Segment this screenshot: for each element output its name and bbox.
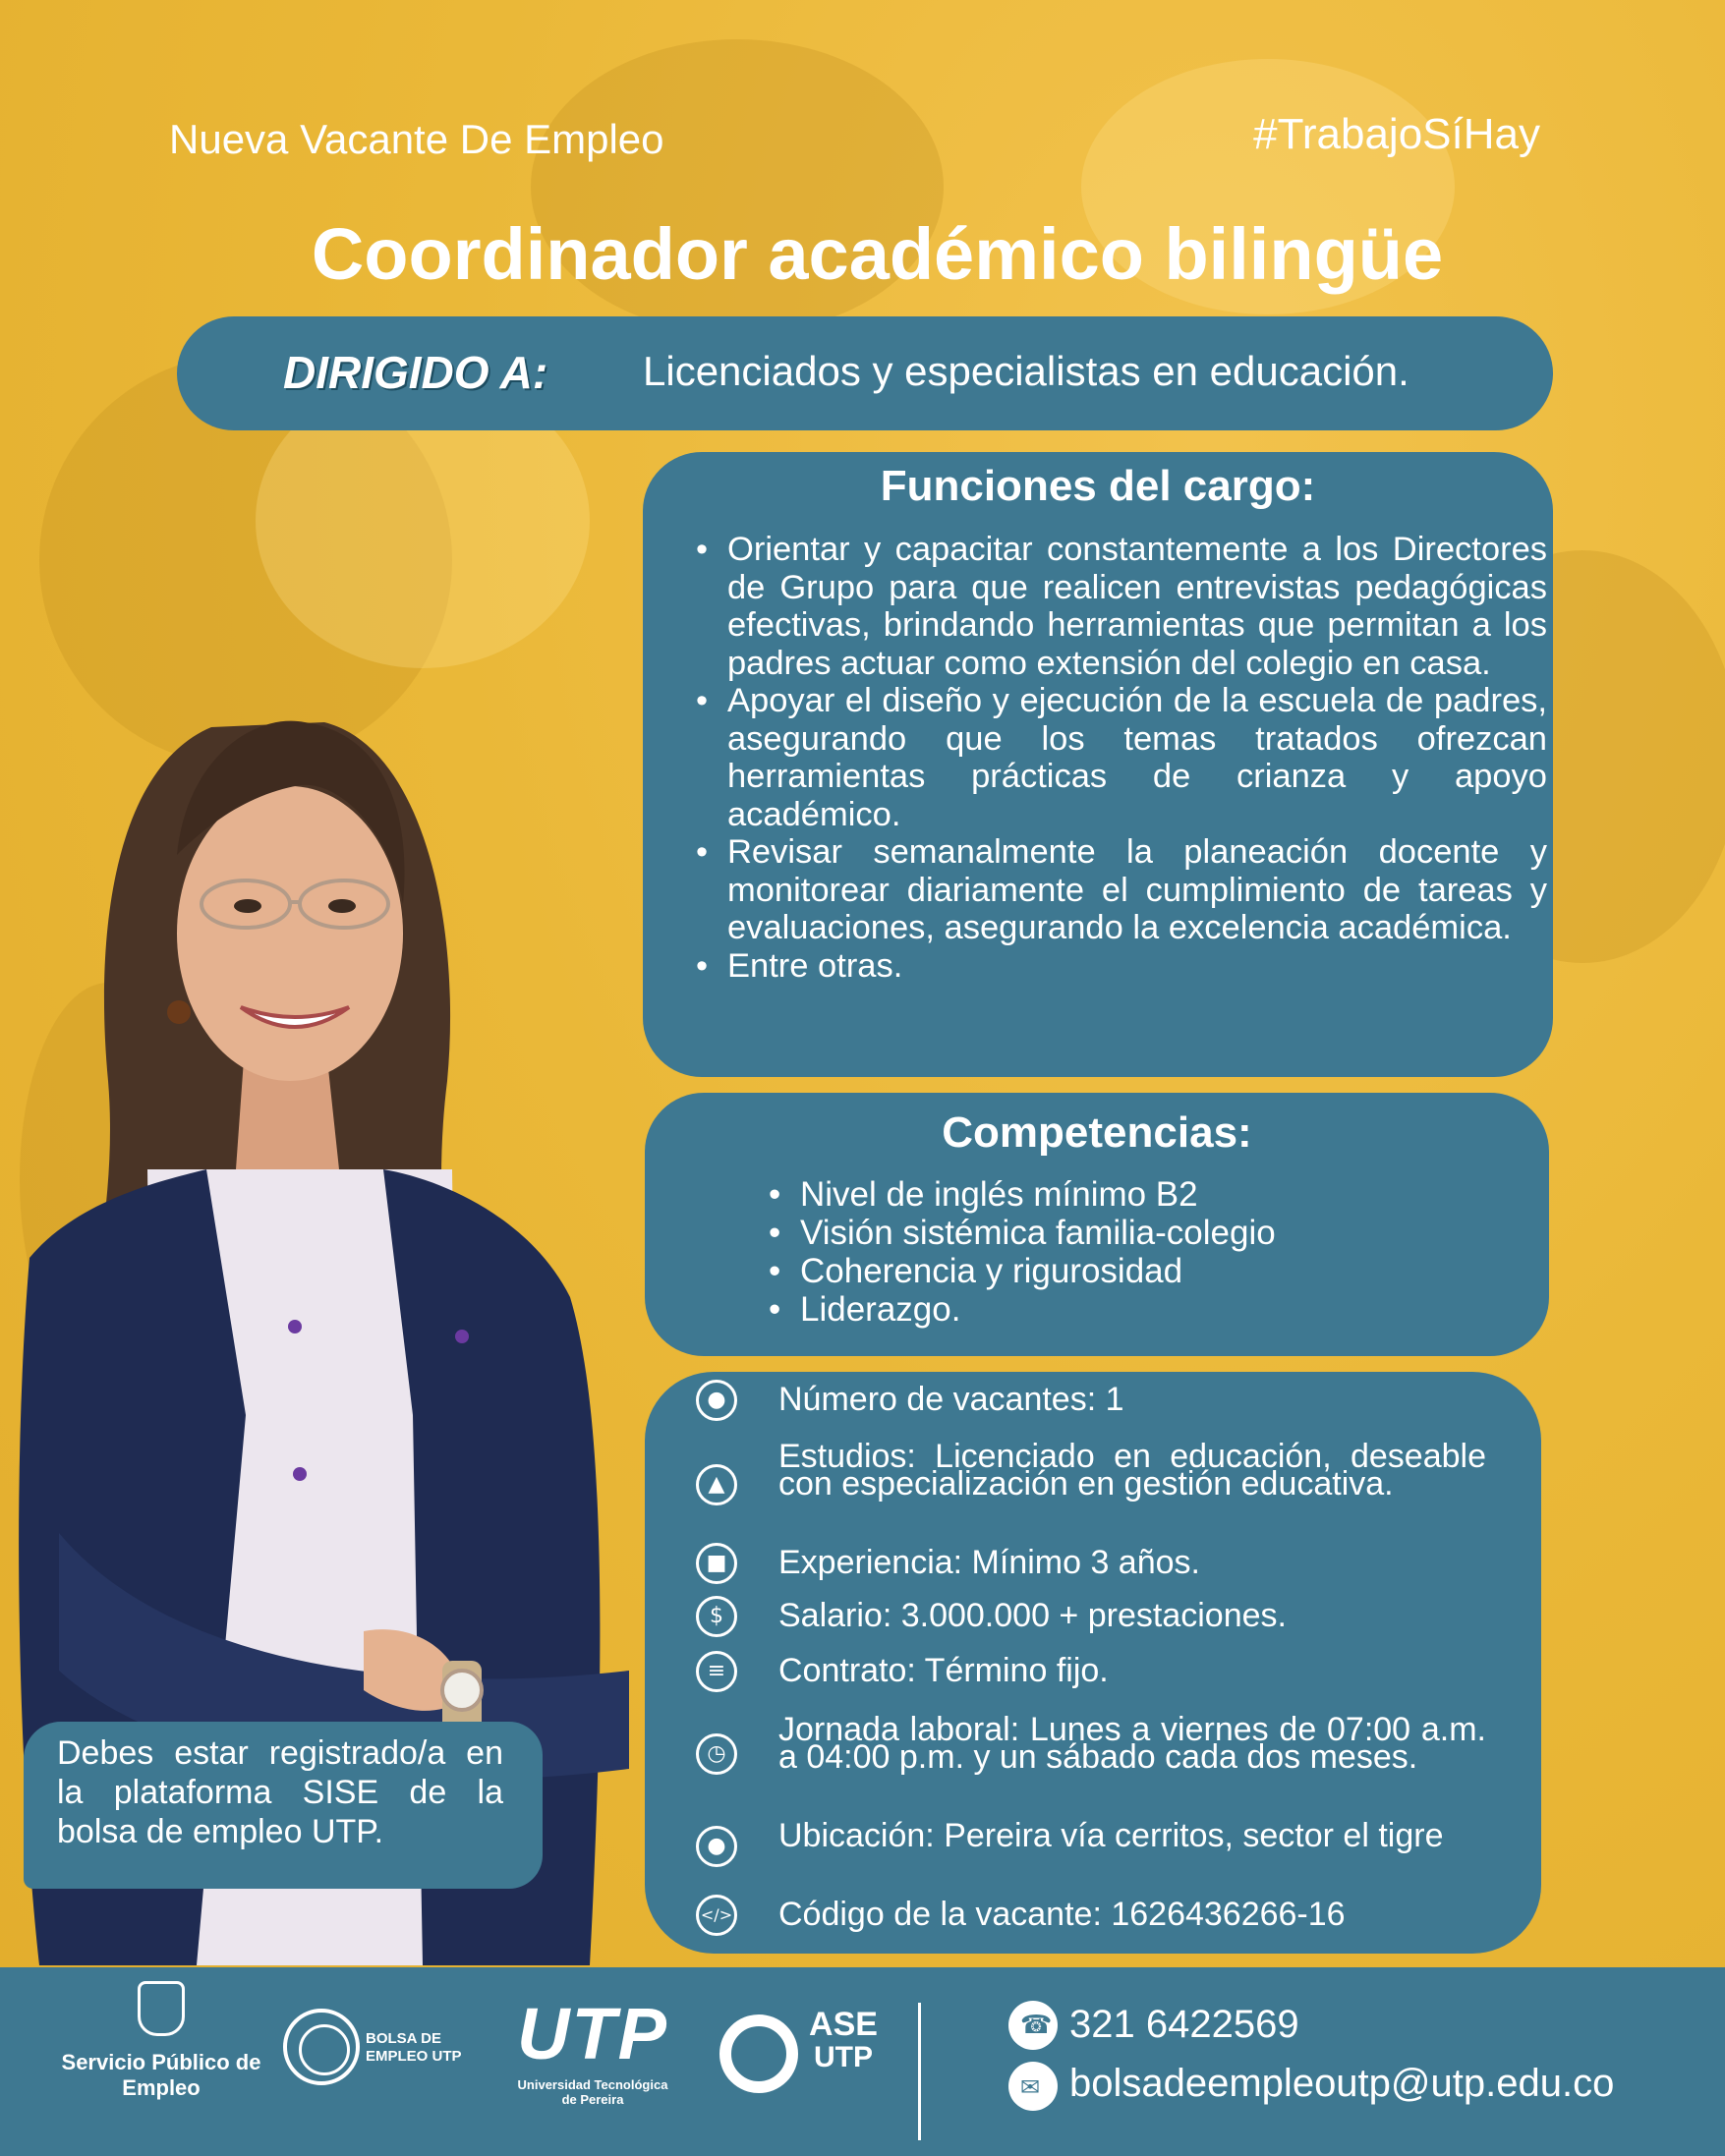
list-item: • Orientar y capacitar constantemente a los Directores de Grupo para que realicen entrevistas pedagógicas efectivas, brindando herramientas que permitan a los padres actuar como extensión del colegio en casa. <box>694 531 1547 682</box>
list-item: • Visión sistémica familia-colegio <box>767 1214 1514 1252</box>
ase-logo: ASE <box>809 2006 878 2043</box>
functions-list <box>694 531 1547 985</box>
footer <box>0 1967 1725 2156</box>
money-bag-icon: $ <box>696 1596 737 1637</box>
list-item: • Revisar semanalmente la planeación docente y monitorear diariamente el cumplimiento de tareas y evaluaciones, asegurando la excelencia académica. <box>694 833 1547 947</box>
contact-email[interactable]: bolsadeempleoutp@utp.edu.co <box>1069 2062 1615 2105</box>
functions-title: Funciones del cargo: <box>880 462 1316 510</box>
target-audience-bar <box>177 316 1553 430</box>
utp-logo-subtitle: Universidad Tecnológica de Pereira <box>517 2077 668 2107</box>
registration-notice-text: Debes estar registrado/a en la plataforma SISE de la bolsa de empleo UTP. <box>57 1734 503 1850</box>
target-audience-label: DIRIGIDO A: <box>283 347 548 398</box>
user-icon: ● <box>696 1380 737 1421</box>
subtitle: Nueva Vacante De Empleo <box>169 116 664 162</box>
contact-phone[interactable]: 321 6422569 <box>1069 2003 1299 2046</box>
details-panel: ● Número de vacantes: 1 ▲ Estudios: Licenciado en educación, deseable con especialización en gestión educativa. ■ Experiencia: Mínimo 3 años. $ Salario: 3.000.000 + prestaciones. ≡ Contrato: Término fijo. ◷ Jornada laboral: Lunes a viernes de 07:00 a.m. a 04:00 p.m. y un sábado cada dos meses. ● Ubicación: Pereira vía cerritos, sector el tigre </> Código de la vacante: 1626436266-16 <box>645 1372 1541 1954</box>
competencies-list <box>767 1175 1514 1329</box>
code-icon: </> <box>696 1895 737 1936</box>
servicio-publico-logo: Servicio Público de Empleo <box>61 2050 261 2100</box>
ase-utp-logo: UTP <box>814 2041 873 2073</box>
hashtag: #TrabajoSíHay <box>1253 110 1540 158</box>
ase-refresh-icon <box>719 2014 798 2093</box>
clock-icon: ◷ <box>696 1733 737 1775</box>
target-audience-text: Licenciados y especialistas en educación. <box>643 348 1409 394</box>
utp-logo: UTP <box>517 1993 668 2074</box>
competencies-title: Competencias: <box>942 1108 1252 1157</box>
registration-notice <box>24 1722 543 1889</box>
location-pin-icon: ● <box>696 1826 737 1867</box>
list-item: • Nivel de inglés mínimo B2 <box>767 1175 1514 1214</box>
list-item: • Liderazgo. <box>767 1290 1514 1329</box>
coat-of-arms-icon <box>138 1981 185 2036</box>
phone-icon: ☎ <box>1008 2001 1058 2050</box>
list-item: • Entre otras. <box>694 947 1547 986</box>
divider <box>918 2003 921 2140</box>
email-icon: ✉ <box>1008 2062 1058 2111</box>
bolsa-empleo-logo: BOLSA DE EMPLEO UTP <box>366 2030 462 2065</box>
briefcase-icon: ■ <box>696 1543 737 1584</box>
competencies-panel <box>645 1093 1549 1356</box>
page-title: Coordinador académico bilingüe <box>311 213 1444 295</box>
graduation-cap-icon: ▲ <box>696 1464 737 1505</box>
functions-panel <box>643 452 1553 1077</box>
list-item: • Coherencia y rigurosidad <box>767 1252 1514 1290</box>
document-icon: ≡ <box>696 1651 737 1692</box>
bolsa-empleo-icon <box>283 2009 360 2085</box>
list-item: • Apoyar el diseño y ejecución de la escuela de padres, asegurando que los temas tratados ofrezcan herramientas prácticas de crianza y apoyo académico. <box>694 682 1547 833</box>
